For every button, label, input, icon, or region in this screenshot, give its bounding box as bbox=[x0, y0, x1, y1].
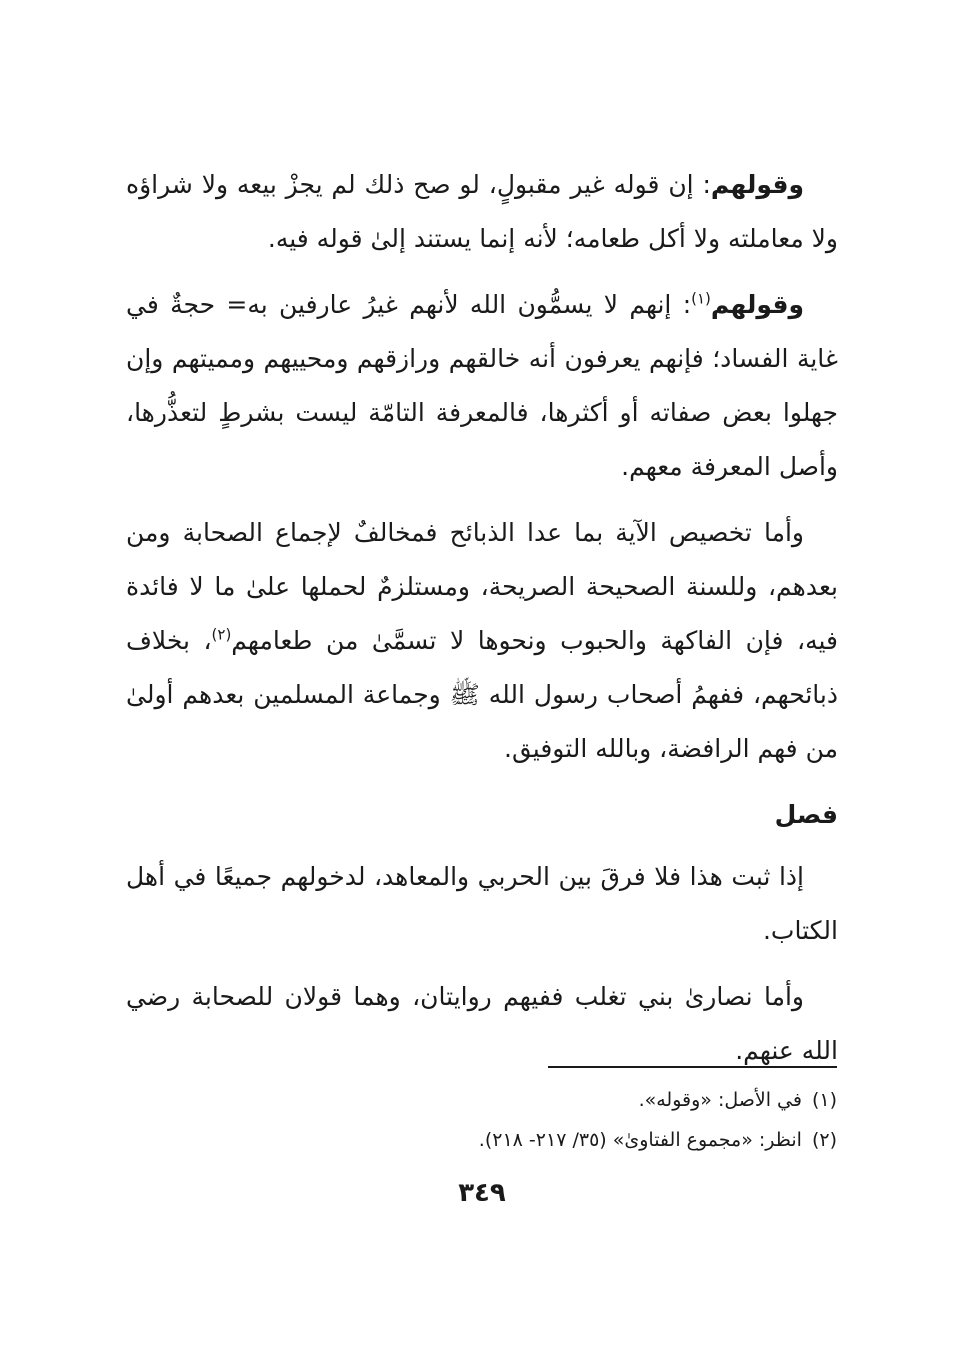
footnote-reference[interactable]: (٢) bbox=[211, 625, 232, 644]
paragraph-text: : إنهم لا يسمُّون الله لأنهم غيرُ عارفين به= حجةٌ في غاية الفساد؛ فإنهم يعرفون أنه خالقهم ورازقهم ومحييهم ومميتهم وإن جهلوا بعض صفاته أو أكثرها، فالمعرفة التامّة ليست بشرطٍ لتعذُّرها، وأصل المعرفة معهم. bbox=[126, 290, 838, 481]
section-paragraph-1: إذا ثبت هذا فلا فرقَ بين الحربي والمعاهد، لدخولهم جميعًا في أهل الكتاب. bbox=[126, 862, 838, 945]
paragraph-lead: وقولهم bbox=[710, 170, 804, 199]
paragraph-lead: وقولهم bbox=[710, 290, 804, 319]
paragraph-2 bbox=[126, 278, 838, 494]
paragraph-text: وأما تخصيص الآية بما عدا الذبائح فمخالفٌ لإجماع الصحابة ومن بعدهم، وللسنة الصحيحة الصريحة، ومستلزمٌ لحملها علىٰ ما لا فائدة فيه، فإن الفاكهة والحبوب ونحوها لا تسمَّىٰ من طعامهم bbox=[126, 518, 838, 655]
footnote-text: في الأصل: «وقوله». bbox=[638, 1089, 802, 1111]
paragraph-text: : إن قوله غير مقبولٍ، لو صح ذلك لم يجزْ بيعه ولا شراؤه ولا معاملته ولا أكل طعامه؛ لأنه إنما يستند إلىٰ قوله فيه. bbox=[126, 170, 838, 253]
footnote-reference[interactable]: (١) bbox=[691, 289, 711, 308]
page-number: ٣٤٩ bbox=[458, 1178, 506, 1208]
paragraph-3 bbox=[126, 506, 838, 776]
paragraph-text-continued: ، بخلاف ذبائحهم، ففهمُ أصحاب رسول الله ﷺ وجماعة المسلمين بعدهم أولىٰ من فهم الرافضة، وبالله التوفيق. bbox=[126, 626, 838, 763]
footnote-text: انظر: «مجموع الفتاوىٰ» (٣٥/ ٢١٧- ٢١٨). bbox=[478, 1129, 802, 1151]
footnotes bbox=[300, 1080, 837, 1160]
section-paragraph-2: وأما نصارىٰ بني تغلب ففيهم روايتان، وهما قولان للصحابة رضي الله عنهم. bbox=[126, 982, 838, 1065]
footnote-1 bbox=[300, 1080, 837, 1120]
paragraph-1 bbox=[126, 158, 838, 266]
footnote-number: (١) bbox=[811, 1089, 837, 1111]
section-heading: فصل bbox=[774, 800, 838, 829]
main-text bbox=[126, 158, 838, 1090]
footnote-2 bbox=[300, 1120, 837, 1160]
footnote-number: (٢) bbox=[811, 1129, 837, 1151]
footnote-separator bbox=[548, 1066, 837, 1068]
